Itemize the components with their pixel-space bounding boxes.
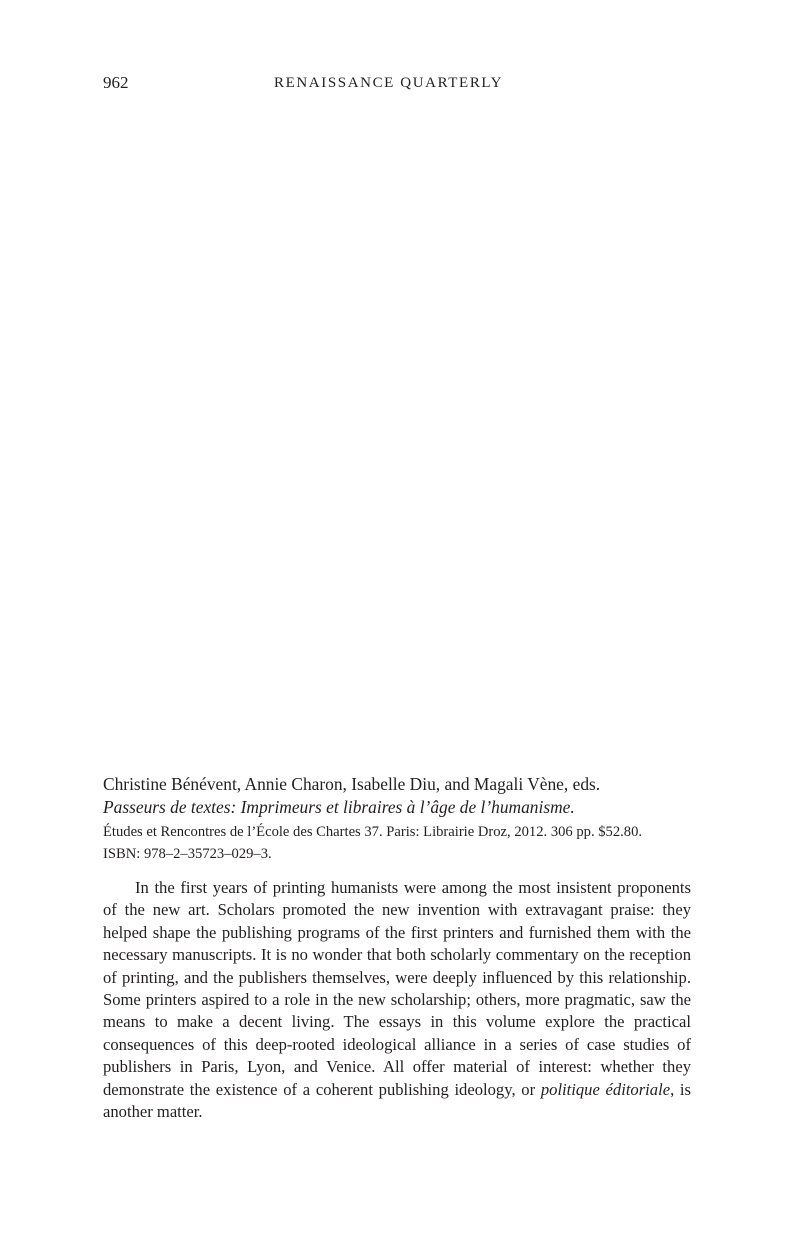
review-editors: Christine Bénévent, Annie Charon, Isabelle Diu, and Magali Vène, eds. [103, 774, 601, 794]
paragraph-italic-term: politique éditoriale [540, 1079, 671, 1099]
review-book-title [103, 796, 691, 819]
journal-title: RENAISSANCE QUARTERLY [274, 75, 504, 91]
book-title-text: Passeurs de textes: Imprimeurs et libraires à l’âge de l’humanisme [103, 797, 571, 817]
running-head [103, 72, 691, 94]
book-review [103, 772, 691, 1140]
review-paragraph [103, 877, 691, 1123]
series-line: Études et Rencontres de l’École des Chartes 37. Paris: Librairie Droz, 2012. 306 pp. $52.80. [103, 824, 643, 840]
page-number: 962 [103, 73, 129, 92]
isbn-line: ISBN: 978–2–35723–029–3. [103, 846, 272, 862]
book-title-period: . [570, 797, 575, 817]
paragraph-text-part2: , is another matter. [103, 1079, 692, 1122]
paragraph-text-part1: In the first years of printing humanists were among the most insistent proponents of the new art. Scholars promoted the new invention with extravagant praise: they helped shape the publishing programs of the first printers and furnished them with the necessary manuscripts. It is no wonder that both scholarly commentary on the reception of printing, and the publishers themselves, were deeply influenced by this relationship. Some printers aspired to a role in the new scholarship; others, more pragmatic, saw the means to make a decent living. The essays in this volume explore the practical consequences of this deep-rooted ideological alliance in a series of case studies of publishers in Paris, Lyon, and Venice. All offer material of interest: whether they demonstrate the existence of a coherent publishing ideology, or [103, 878, 691, 1099]
publication-info [103, 821, 691, 865]
